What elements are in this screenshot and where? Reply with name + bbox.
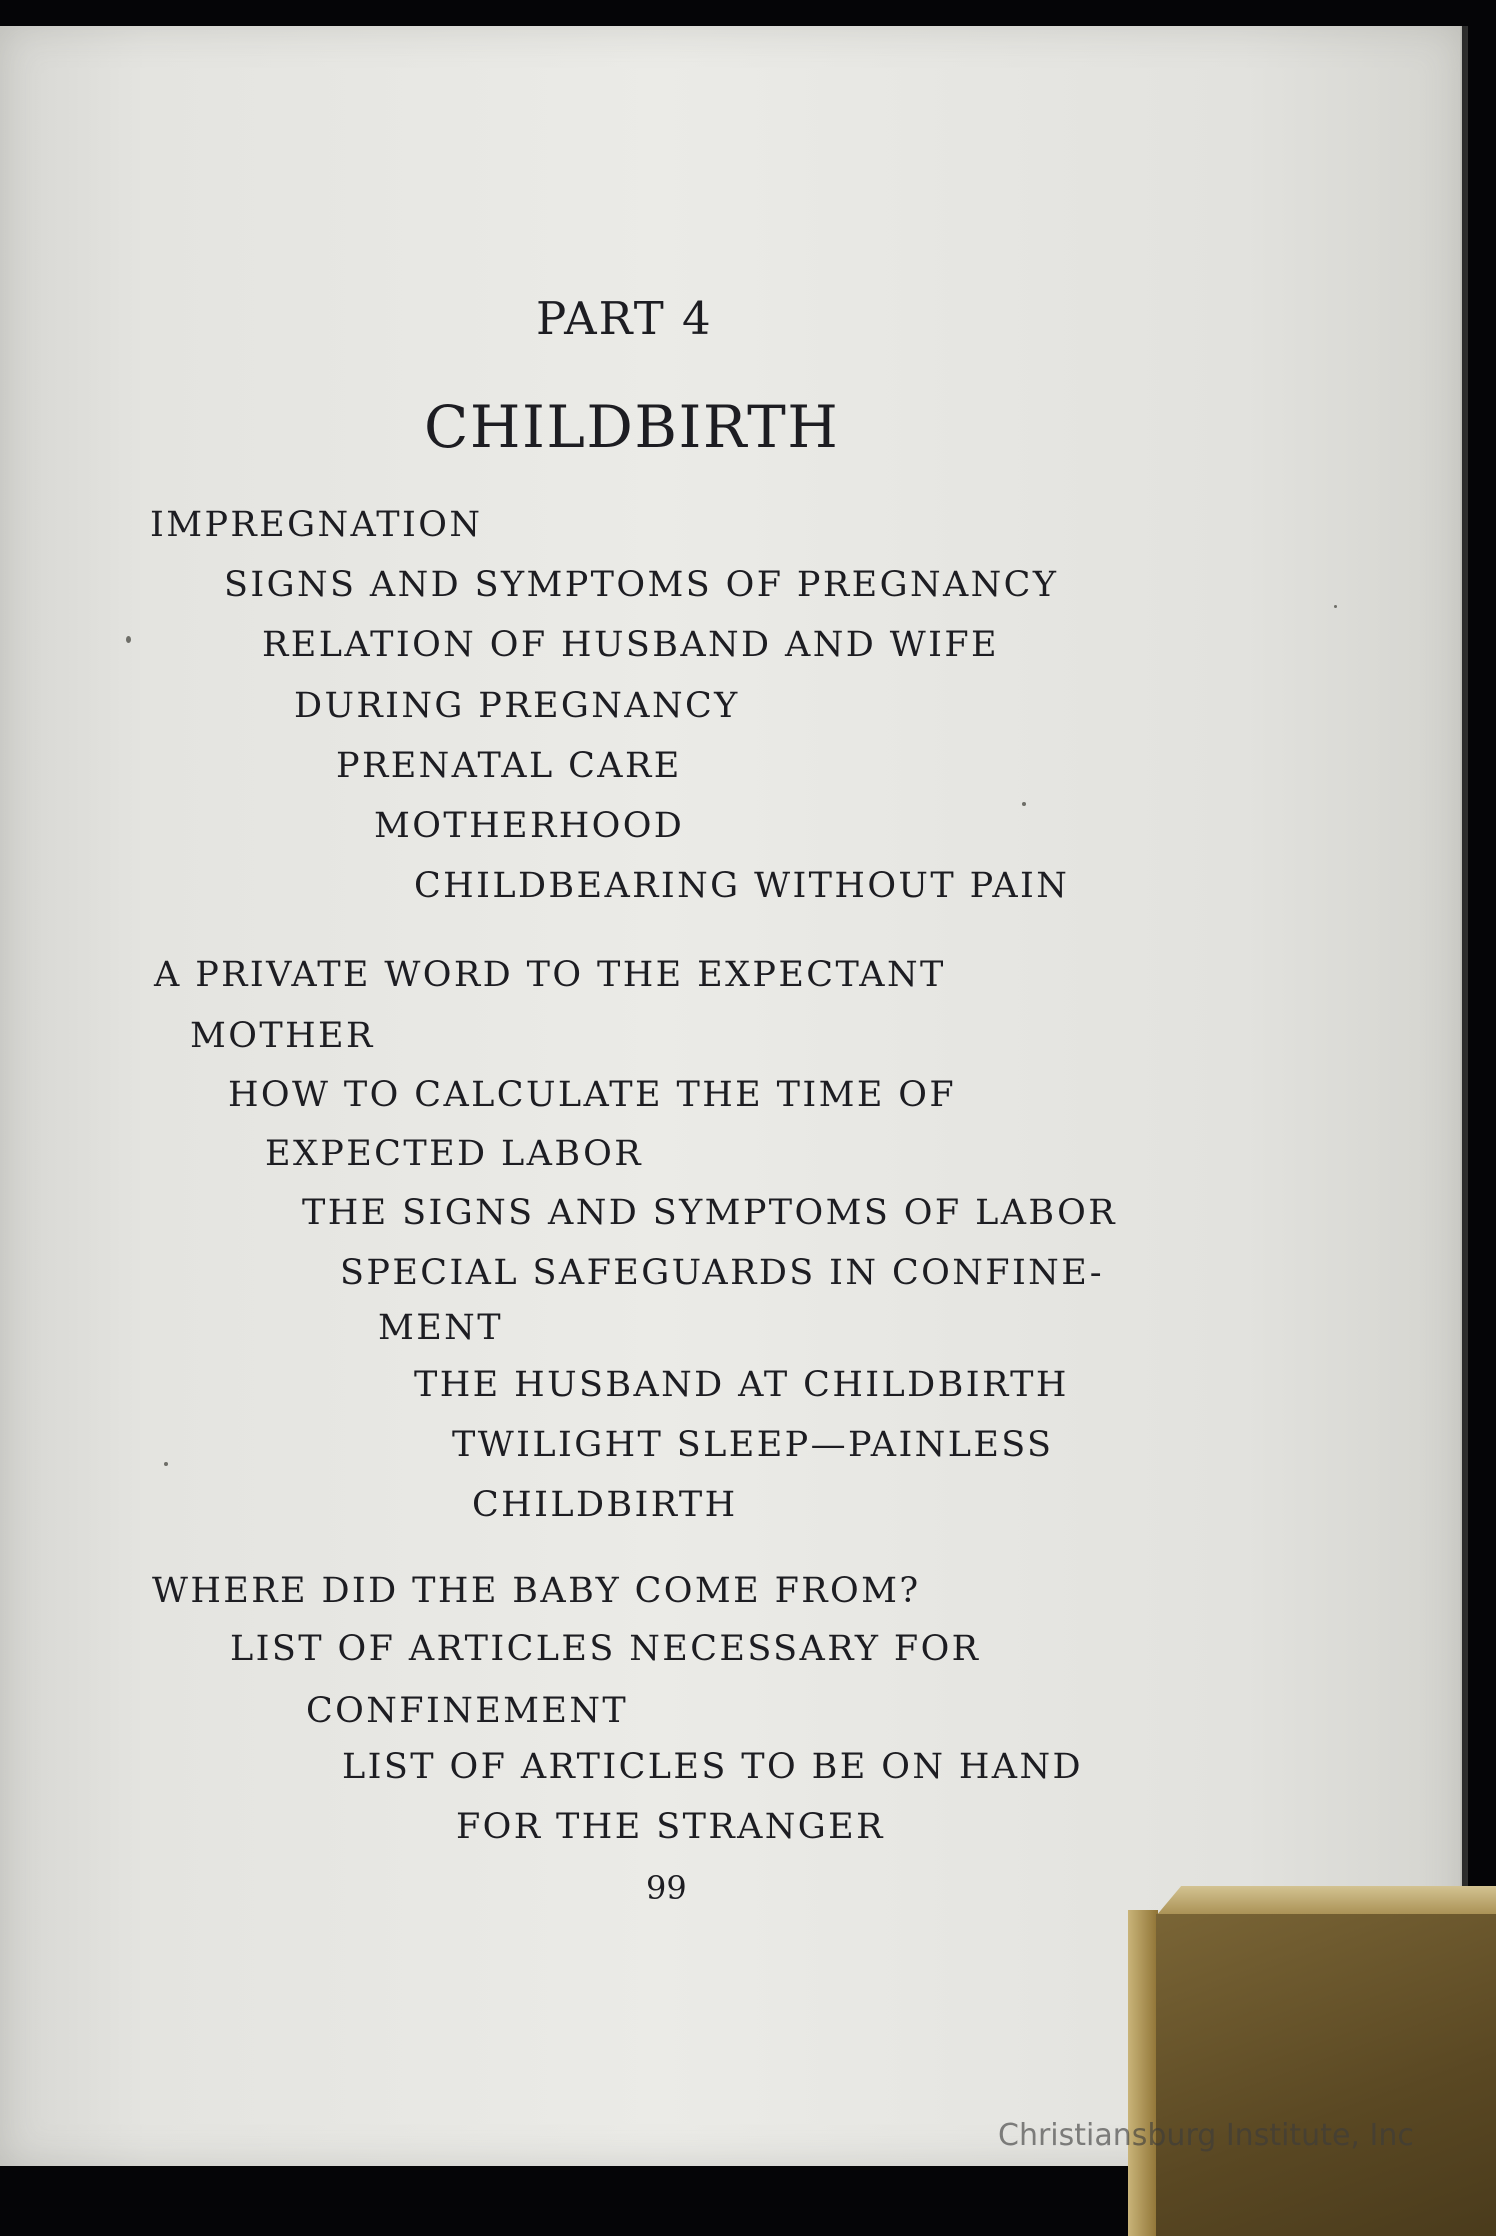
page-edge-shadow [1460,26,1468,2166]
contents-item: LIST OF ARTICLES NECESSARY FOR [230,1629,981,1669]
contents-item: SIGNS AND SYMPTOMS OF PREGNANCY [224,565,1059,605]
contents-item: HOW TO CALCULATE THE TIME OF [228,1075,957,1115]
paper-speck [1334,605,1337,608]
contents-item: EXPECTED LABOR [265,1134,643,1174]
contents-item: IMPREGNATION [150,505,483,545]
book-block-prop [1128,1886,1496,2236]
contents-item: FOR THE STRANGER [456,1807,885,1847]
paper-speck [164,1462,168,1466]
contents-item: RELATION OF HUSBAND AND WIFE [262,625,999,665]
page-number: 99 [646,1869,687,1907]
contents-item: PRENATAL CARE [336,746,682,786]
watermark-text: Christiansburg Institute, Inc [998,2118,1414,2153]
paper-speck [1022,802,1026,806]
book-block-top [1156,1886,1496,1916]
paper-speck [126,636,131,643]
contents-item: MOTHERHOOD [374,806,685,846]
contents-item: LIST OF ARTICLES TO BE ON HAND [342,1747,1083,1787]
book-block-side [1128,1910,1158,2236]
contents-item: THE SIGNS AND SYMPTOMS OF LABOR [302,1193,1118,1233]
contents-item: SPECIAL SAFEGUARDS IN CONFINE- [340,1253,1105,1293]
contents-item: CHILDBEARING WITHOUT PAIN [414,866,1070,906]
contents-item: MENT [378,1308,503,1348]
contents-item: CONFINEMENT [306,1691,629,1731]
contents-item: THE HUSBAND AT CHILDBIRTH [414,1365,1069,1405]
contents-item: WHERE DID THE BABY COME FROM? [152,1571,921,1611]
part-heading: PART 4 [536,292,713,345]
contents-item: CHILDBIRTH [472,1485,738,1525]
contents-item: TWILIGHT SLEEP—PAINLESS [452,1425,1054,1465]
contents-item: DURING PREGNANCY [294,686,740,726]
book-block-face [1156,1914,1496,2236]
contents-item: A PRIVATE WORD TO THE EXPECTANT [154,955,946,995]
contents-item: MOTHER [190,1016,375,1056]
chapter-title: CHILDBIRTH [424,393,840,461]
